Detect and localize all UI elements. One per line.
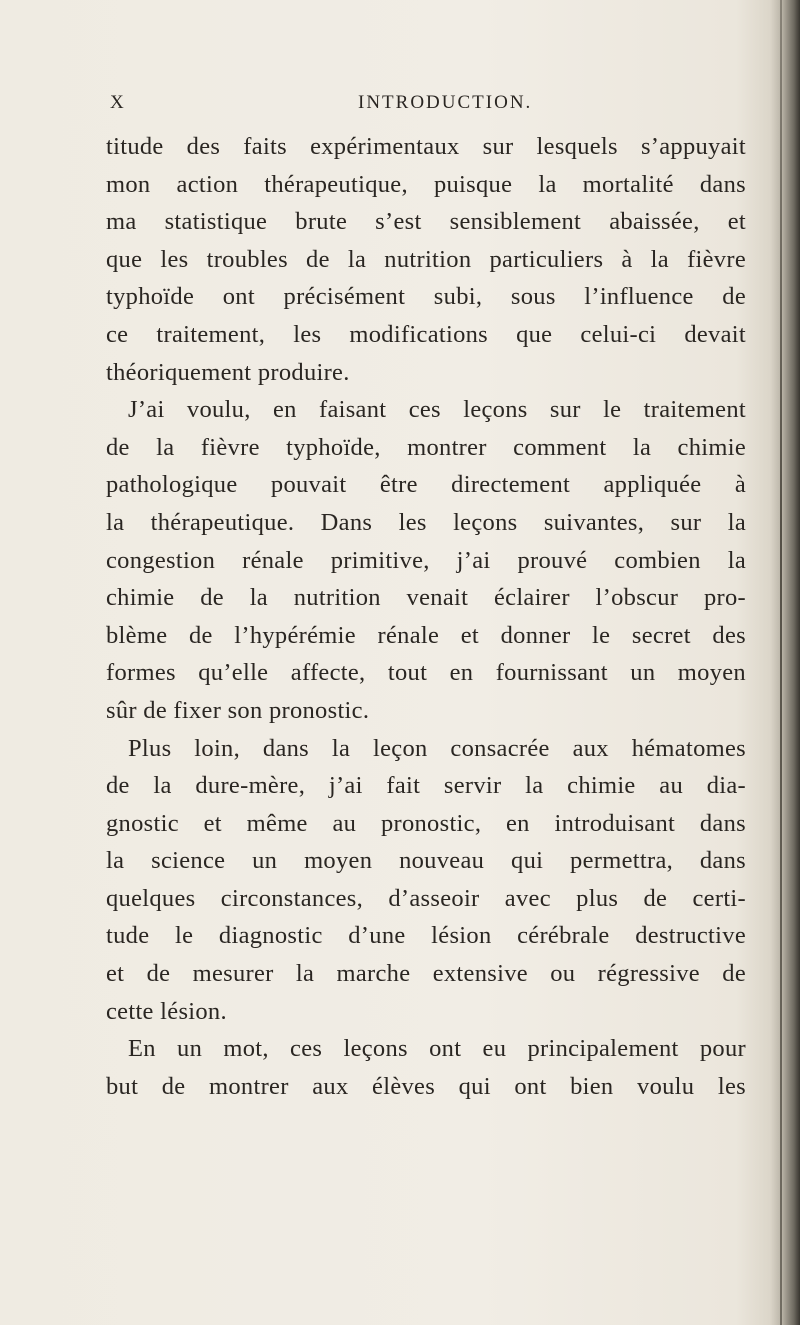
text-line: et de mesurer la marche extensive ou régressive de [106,960,746,988]
text-line: ce traitement, les modifications que celui-ci devait [106,320,746,348]
text-line: théoriquement produire. [106,358,350,386]
text-line: mon action thérapeutique, puisque la mortalité dans [106,170,746,198]
running-title: INTRODUCTION. [358,92,533,113]
text-line: but de montrer aux élèves qui ont bien voulu les [106,1072,746,1100]
text-line: quelques circonstances, d’asseoir avec plus de certi- [106,884,746,912]
text-line: ma statistique brute s’est sensiblement abaissée, et [106,208,746,236]
paragraph-start-line: J’ai voulu, en faisant ces leçons sur le traitement [128,396,746,424]
paragraph-start-line: Plus loin, dans la leçon consacrée aux hématomes [128,734,746,762]
text-line: cette lésion. [106,997,227,1025]
text-line: pathologique pouvait être directement appliquée à [106,471,746,499]
body-text [106,128,746,1105]
text-line: typhoïde ont précisément subi, sous l’influence de [106,283,746,311]
text-line: blème de l’hypérémie rénale et donner le secret des [106,621,746,649]
text-line: de la fièvre typhoïde, montrer comment la chimie [106,433,746,461]
text-line: chimie de la nutrition venait éclairer l’obscur pro- [106,584,746,612]
text-line: sûr de fixer son pronostic. [106,696,370,724]
page-number: X [110,92,125,113]
text-line: que les troubles de la nutrition particuliers à la fièvre [106,245,746,273]
text-line: tude le diagnostic d’une lésion cérébrale destructive [106,922,746,950]
text-line: de la dure-mère, j’ai fait servir la chimie au dia- [106,772,746,800]
paragraph-start-line: En un mot, ces leçons ont eu principalement pour [128,1035,746,1063]
text-line: la thérapeutique. Dans les leçons suivantes, sur la [106,508,746,536]
page-edge-line [780,0,782,1325]
text-line: la science un moyen nouveau qui permettra, dans [106,847,746,875]
text-line: formes qu’elle affecte, tout en fournissant un moyen [106,659,746,687]
page-edge-shadow [770,0,800,1325]
text-line: titude des faits expérimentaux sur lesquels s’appuyait [106,133,746,160]
text-line: congestion rénale primitive, j’ai prouvé combien la [106,546,746,574]
running-header [110,92,750,122]
text-line: gnostic et même au pronostic, en introduisant dans [106,809,746,837]
